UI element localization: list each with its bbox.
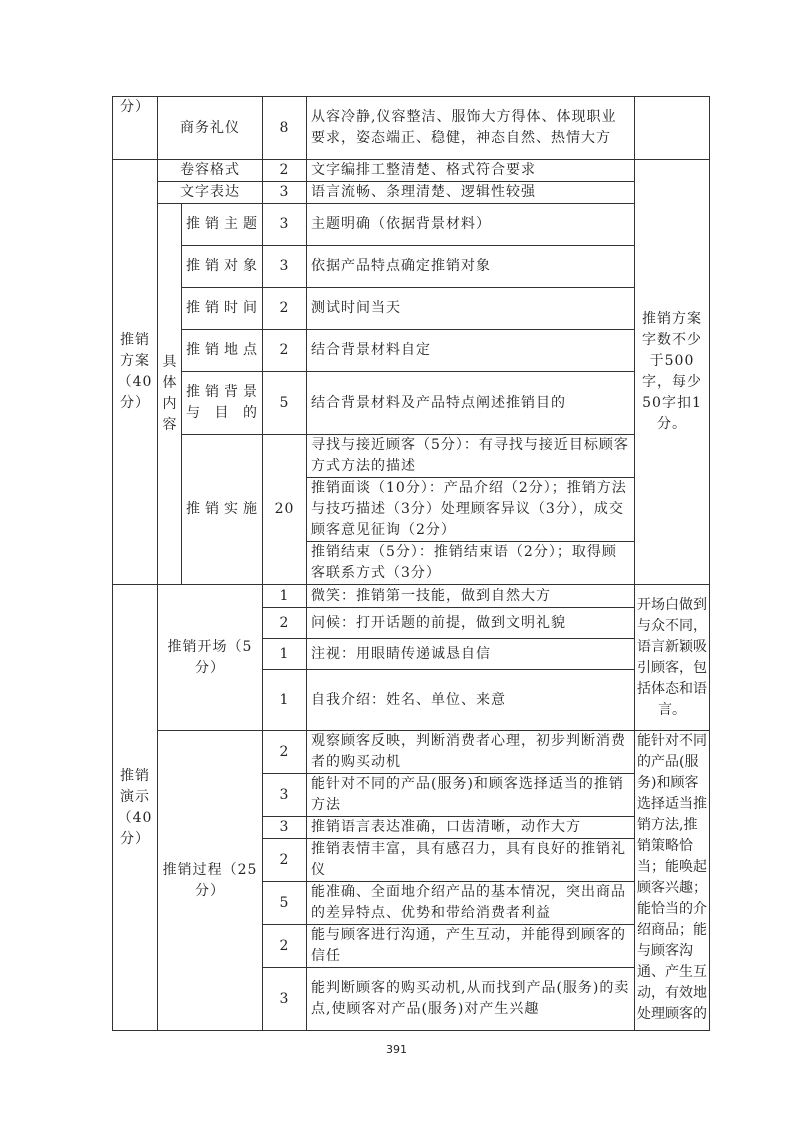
desc-cell: 推销结束（5分）：推销结束语（2分）；取得顾客联系方式（3分） — [307, 542, 635, 585]
item-cell-process: 推销过程（25分） — [158, 731, 263, 1031]
score-cell: 8 — [263, 97, 307, 160]
item-cell: 卷容格式 — [158, 160, 263, 182]
table-row — [113, 246, 710, 288]
category-cell: 分） — [113, 97, 158, 160]
desc-cell: 问候：打开话题的前提，做到文明礼貌 — [307, 608, 635, 639]
score-cell: 1 — [263, 670, 307, 731]
score-cell: 3 — [263, 774, 307, 817]
note-cell-plan: 推销方案字数不少于500字，每少50字扣1分。 — [635, 160, 710, 585]
score-cell: 1 — [263, 639, 307, 670]
desc-cell: 推销面谈（10分）：产品介绍（2分）；推销方法与技巧描述（3分）处理顾客异议（3分），成交顾客意见征询（2分） — [307, 478, 635, 542]
score-cell: 2 — [263, 330, 307, 372]
score-cell: 2 — [263, 288, 307, 330]
scoring-table — [112, 96, 710, 1031]
item-cell-opening: 推销开场（5分） — [158, 585, 263, 731]
table-row — [113, 160, 710, 182]
desc-cell: 能针对不同的产品(服务)和顾客选择适当的推销方法 — [307, 774, 635, 817]
score-cell: 3 — [263, 182, 307, 204]
desc-cell: 推销表情丰富，具有感召力，具有良好的推销礼仪 — [307, 839, 635, 882]
score-cell: 5 — [263, 882, 307, 925]
desc-cell: 能与顾客进行沟通，产生互动，并能得到顾客的信任 — [307, 925, 635, 968]
category-cell-demo: 推销演示（40分） — [113, 585, 158, 1031]
table-row — [113, 204, 710, 246]
desc-cell: 结合背景材料及产品特点阐述推销目的 — [307, 372, 635, 435]
table-row — [113, 731, 710, 774]
table-row — [113, 435, 710, 478]
score-cell: 2 — [263, 160, 307, 182]
desc-cell: 依据产品特点确定推销对象 — [307, 246, 635, 288]
table-row — [113, 372, 710, 435]
score-cell: 1 — [263, 585, 307, 608]
table-row — [113, 288, 710, 330]
score-cell: 2 — [263, 731, 307, 774]
item-cell: 商务礼仪 — [158, 97, 263, 160]
score-cell: 5 — [263, 372, 307, 435]
desc-cell: 文字编排工整清楚、格式符合要求 — [307, 160, 635, 182]
group-cell: 具体内容 — [158, 204, 182, 585]
score-cell: 3 — [263, 817, 307, 839]
note-cell — [635, 97, 710, 160]
category-cell-plan: 推销方案（40分） — [113, 160, 158, 585]
note-cell-process: 能针对不同的产品(服务)和顾客选择适当推销方法,推销策略恰当；能唤起顾客兴趣；能恰当的介绍商品；能与顾客沟通、产生互动，有效地处理顾客的 — [635, 731, 710, 1031]
item-cell: 推销地点 — [182, 330, 263, 372]
item-cell: 推销主题 — [182, 204, 263, 246]
score-cell: 3 — [263, 204, 307, 246]
table-row — [113, 182, 710, 204]
desc-cell: 从容冷静,仪容整洁、服饰大方得体、体现职业要求，姿态端正、稳健，神态自然、热情大方 — [307, 97, 635, 160]
desc-cell: 微笑：推销第一技能，做到自然大方 — [307, 585, 635, 608]
desc-cell: 推销语言表达准确，口齿清晰，动作大方 — [307, 817, 635, 839]
desc-cell: 寻找与接近顾客（5分）：有寻找与接近目标顾客方式方法的描述 — [307, 435, 635, 478]
table-row — [113, 585, 710, 608]
desc-cell: 能准确、全面地介绍产品的基本情况，突出商品的差异特点、优势和带给消费者利益 — [307, 882, 635, 925]
table-row — [113, 330, 710, 372]
desc-cell: 能判断顾客的购买动机,从而找到产品(服务)的卖点,使顾客对产品(服务)对产生兴趣 — [307, 968, 635, 1031]
item-cell: 文字表达 — [158, 182, 263, 204]
score-cell: 20 — [263, 435, 307, 585]
desc-cell: 测试时间当天 — [307, 288, 635, 330]
item-cell: 推销背景与目的 — [182, 372, 263, 435]
desc-cell: 结合背景材料自定 — [307, 330, 635, 372]
desc-cell: 注视：用眼睛传递诚恳自信 — [307, 639, 635, 670]
score-cell: 3 — [263, 246, 307, 288]
item-cell: 推销时间 — [182, 288, 263, 330]
score-cell: 2 — [263, 839, 307, 882]
desc-cell: 语言流畅、条理清楚、逻辑性较强 — [307, 182, 635, 204]
score-cell: 3 — [263, 968, 307, 1031]
score-cell: 2 — [263, 925, 307, 968]
score-cell: 2 — [263, 608, 307, 639]
desc-cell: 观察顾客反映，判断消费者心理，初步判断消费者的购买动机 — [307, 731, 635, 774]
desc-cell: 自我介绍：姓名、单位、来意 — [307, 670, 635, 731]
page-number: 391 — [386, 1043, 407, 1056]
note-cell-opening: 开场白做到与众不同，语言新颖吸引顾客，包括体态和语言。 — [635, 585, 710, 731]
item-cell: 推销对象 — [182, 246, 263, 288]
desc-cell: 主题明确（依据背景材料） — [307, 204, 635, 246]
item-cell: 推销实施 — [182, 435, 263, 585]
table-row — [113, 97, 710, 160]
